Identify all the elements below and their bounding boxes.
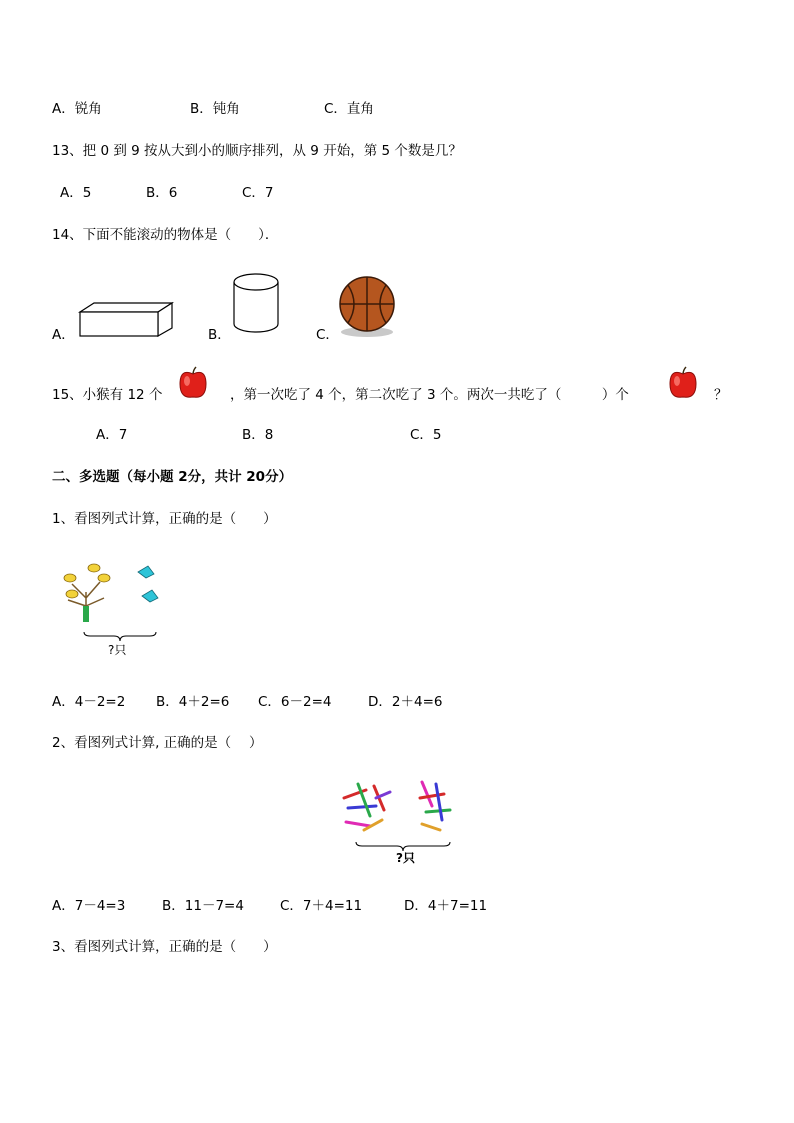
q14-stem: 14、下面不能滚动的物体是（ ）． xyxy=(52,227,279,243)
basketball-image xyxy=(336,275,398,339)
q13-option-c[interactable]: C．7 xyxy=(242,185,274,201)
q13-option-b[interactable]: B．6 xyxy=(146,185,178,201)
q15-stem-part1: 15、小猴有 12 个 xyxy=(52,387,163,403)
apple-icon xyxy=(668,366,698,400)
m2-stem: 2、看图列式计算, 正确的是（ ） xyxy=(52,735,263,751)
m2-option-d[interactable]: D．4＋7=11 xyxy=(404,898,488,914)
q14-option-c[interactable]: C． xyxy=(316,327,339,343)
m2-option-b[interactable]: B．11－7=4 xyxy=(162,898,244,914)
m3-stem: 3、看图列式计算，正确的是（ ） xyxy=(52,939,277,955)
section-title: 二、多选题（每小题 2分，共计 20分） xyxy=(52,469,293,485)
q12-option-b[interactable]: B．钝角 xyxy=(190,101,240,117)
q13-option-a[interactable]: A．5 xyxy=(60,185,92,201)
cylinder-image xyxy=(230,270,282,336)
m1-option-c[interactable]: C．6－2=4 xyxy=(258,694,332,710)
m1-option-d[interactable]: D．2＋4=6 xyxy=(368,694,443,710)
m1-option-b[interactable]: B．4＋2=6 xyxy=(156,694,230,710)
m1-brace-label: ?只 xyxy=(108,643,127,657)
q12-option-c[interactable]: C．直角 xyxy=(324,101,374,117)
q15-option-b[interactable]: B．8 xyxy=(242,427,274,443)
m2-brace-label: ?只 xyxy=(396,851,415,865)
q15-stem-part3: ？ xyxy=(714,387,728,403)
m2-option-a[interactable]: A．7－4=3 xyxy=(52,898,126,914)
q15-option-a[interactable]: A．7 xyxy=(96,427,128,443)
q14-option-a[interactable]: A． xyxy=(52,327,75,343)
apple-icon xyxy=(178,366,208,400)
cuboid-image xyxy=(76,300,176,340)
q15-stem-part2: ，第一次吃了 4 个，第二次吃了 3 个。两次一共吃了（ ）个 xyxy=(230,387,629,403)
q13-stem: 13、把 0 到 9 按从大到小的顺序排列，从 9 开始，第 5 个数是几？ xyxy=(52,143,462,159)
m1-stem: 1、看图列式计算，正确的是（ ） xyxy=(52,511,277,527)
q14-option-b[interactable]: B． xyxy=(208,327,231,343)
m1-option-a[interactable]: A．4－2=2 xyxy=(52,694,126,710)
q15-option-c[interactable]: C．5 xyxy=(410,427,442,443)
q12-option-a[interactable]: A．锐角 xyxy=(52,101,102,117)
dragonflies-image xyxy=(336,776,460,840)
m2-option-c[interactable]: C．7＋4=11 xyxy=(280,898,363,914)
tree-birds-image xyxy=(52,556,167,626)
